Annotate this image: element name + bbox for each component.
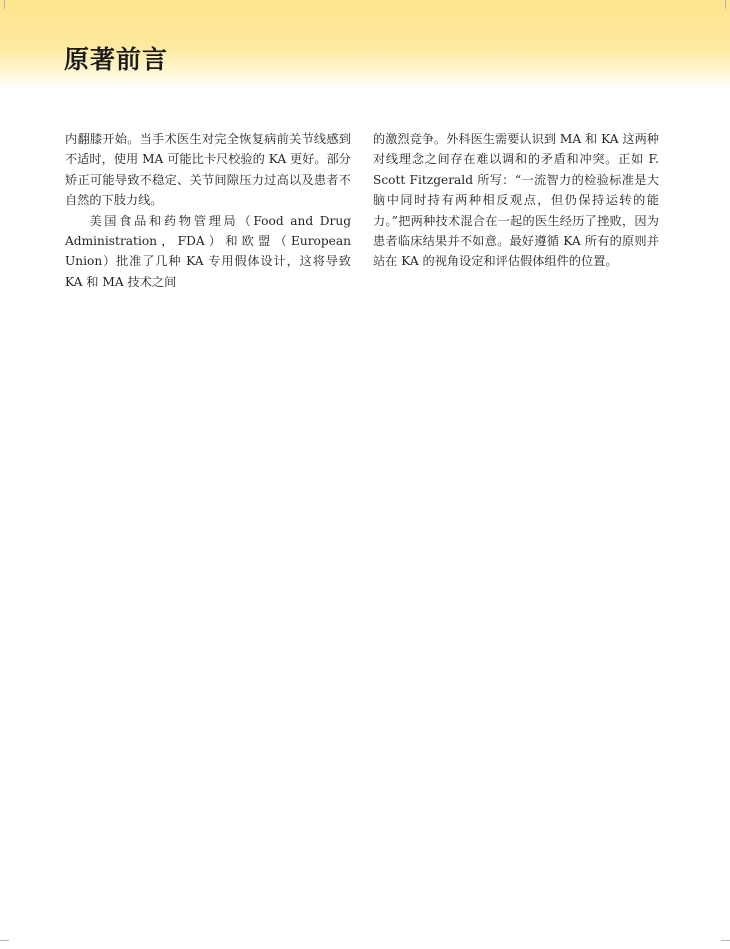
page-title: 原著前言 (64, 45, 169, 74)
crop-mark (0, 940, 9, 941)
crop-mark (721, 940, 730, 941)
crop-mark (725, 0, 726, 9)
crop-mark (4, 0, 5, 9)
paragraph: 美国食品和药物管理局（Food and Drug Administration，FDA）和欧盟（European Union）批准了几种 KA 专用假体设计，这将导致 KA 和 MA 技术之间 (65, 213, 351, 289)
paragraph: 的激烈竞争。外科医生需要认识到 MA 和 KA 这两种对线理念之间存在难以调和的矛盾和冲突。正如 F. Scott Fitzgerald 所写：“一流智力的检验标准是大脑中同时持有两种相反观点，但仍保持运转的能力。”把两种技术混合在一起的医生经历了挫败，因为患者临床结果并不如意。最好遵循 KA 所有的原则并站在 KA 的视角设定和评估假体组件的位置。 (373, 132, 659, 269)
paragraph: 内翻膝开始。当手术医生对完全恢复病前关节线感到不适时，使用 MA 可能比卡尺校验的 KA 更好。部分矫正可能导致不稳定、关节间隙压力过高以及患者不自然的下肢力线。 (65, 132, 351, 208)
right-text-column (373, 129, 659, 272)
left-text-column (65, 129, 351, 292)
